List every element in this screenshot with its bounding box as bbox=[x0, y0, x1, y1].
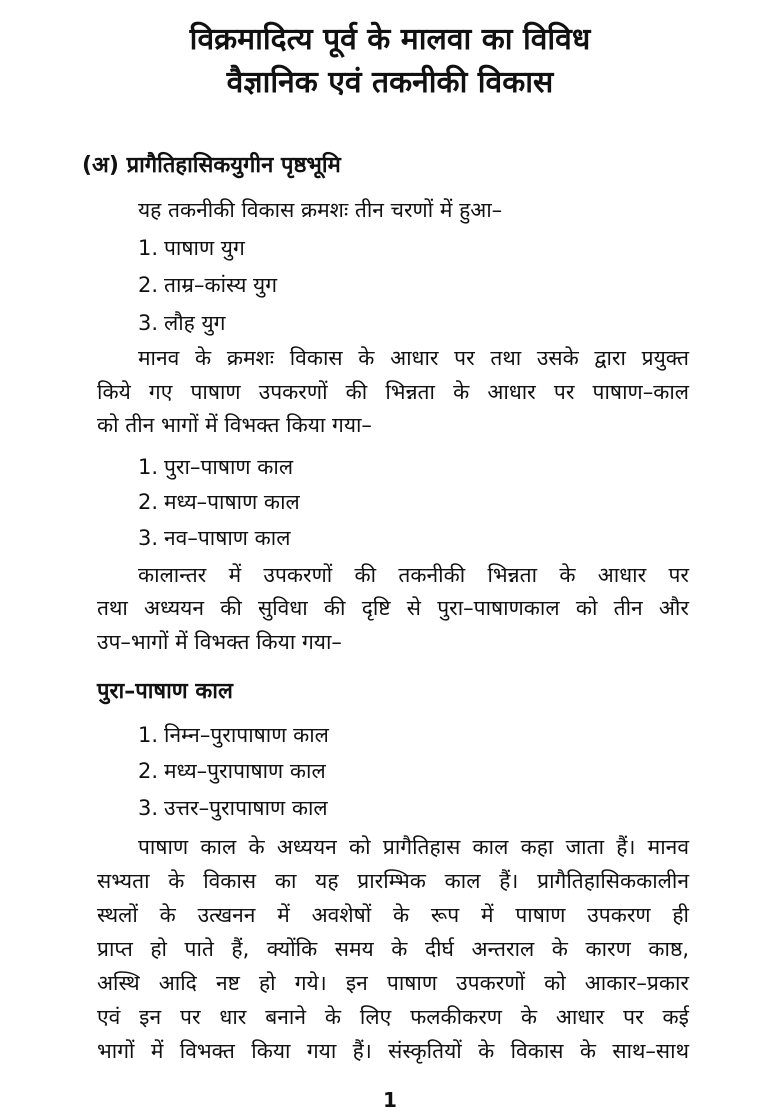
list-number: 2. bbox=[138, 490, 159, 514]
list-number: 2. bbox=[138, 273, 159, 297]
list-text: उत्तर–पुरापाषाण काल bbox=[164, 796, 328, 820]
paragraph-line: स्थलों के उत्खनन में अवशेषों के रूप में पाषाण उपकरण ही bbox=[97, 903, 689, 927]
paragraph-line: भागों में विभक्त किया गया हैं। संस्कृतियों के विकास के साथ–साथ bbox=[97, 1039, 689, 1063]
list-number: 1. bbox=[138, 723, 159, 747]
list-item-age bbox=[138, 270, 277, 300]
paragraph-line: सभ्यता के विकास का यह प्रारम्भिक काल हैं। प्रागैतिहासिककालीन bbox=[97, 869, 689, 893]
list-text: मध्य–पुरापाषाण काल bbox=[164, 759, 326, 783]
paragraph-line: प्राप्त हो पाते हैं, क्योंकि समय के दीर्घ अन्तराल के कारण काष्ठ, bbox=[97, 937, 689, 961]
paragraph-line: एवं इन पर धार बनाने के लिए फलकीकरण के आधार पर कई bbox=[97, 1005, 689, 1029]
list-number: 1. bbox=[138, 236, 159, 260]
list-item-stone-period bbox=[138, 487, 300, 517]
list-text: लौह युग bbox=[164, 311, 226, 335]
paragraph-line: तथा अध्ययन की सुविधा की दृष्टि से पुरा–पाषाणकाल को तीन और bbox=[97, 596, 689, 620]
list-number: 1. bbox=[138, 455, 159, 479]
list-item-stone-period bbox=[138, 523, 290, 553]
list-item-palaeolithic bbox=[138, 793, 328, 823]
list-text: नव–पाषाण काल bbox=[164, 526, 291, 550]
list-item-palaeolithic bbox=[138, 756, 326, 786]
section-heading-prehistoric: (अ) प्रागैतिहासिकयुगीन पृष्ठभूमि bbox=[82, 153, 341, 178]
list-text: पुरा–पाषाण काल bbox=[164, 455, 294, 479]
paragraph-line: कालान्तर में उपकरणों की तकनीकी भिन्नता के आधार पर bbox=[138, 563, 689, 587]
intro-text: यह तकनीकी विकास क्रमशः तीन चरणों में हुआ– bbox=[138, 198, 503, 222]
paragraph-line: अस्थि आदि नष्ट हो गये। इन पाषाण उपकरणों को आकार–प्रकार bbox=[97, 971, 689, 995]
list-number: 3. bbox=[138, 526, 159, 550]
page-number: 1 bbox=[383, 1088, 397, 1112]
paragraph-line: मानव के क्रमशः विकास के आधार पर तथा उसके द्वारा प्रयुक्त bbox=[138, 346, 689, 370]
list-item-age bbox=[138, 233, 245, 263]
section-heading-palaeolithic: पुरा–पाषाण काल bbox=[97, 679, 233, 704]
list-item-palaeolithic bbox=[138, 720, 329, 750]
paragraph-line: पाषाण काल के अध्ययन को प्रागैतिहास काल कहा जाता हैं। मानव bbox=[138, 835, 689, 859]
list-text: पाषाण युग bbox=[164, 236, 245, 260]
page-title-line-2: वैज्ञानिक एवं तकनीकी विकास bbox=[226, 65, 554, 100]
list-item-age bbox=[138, 308, 226, 338]
list-number: 2. bbox=[138, 759, 159, 783]
list-number: 3. bbox=[138, 311, 159, 335]
page-title-line-1: विक्रमादित्य पूर्व के मालवा का विविध bbox=[189, 22, 591, 57]
paragraph-line: को तीन भागों में विभक्त किया गया– bbox=[97, 413, 372, 437]
list-text: निम्न–पुरापाषाण काल bbox=[164, 723, 329, 747]
paragraph-line: किये गए पाषाण उपकरणों की भिन्नता के आधार पर पाषाण–काल bbox=[97, 380, 689, 404]
list-item-stone-period bbox=[138, 452, 293, 482]
list-text: ताम्र–कांस्य युग bbox=[164, 273, 278, 297]
list-number: 3. bbox=[138, 796, 159, 820]
paragraph-line: उप–भागों में विभक्त किया गया– bbox=[97, 630, 342, 654]
list-text: मध्य–पाषाण काल bbox=[164, 490, 300, 514]
